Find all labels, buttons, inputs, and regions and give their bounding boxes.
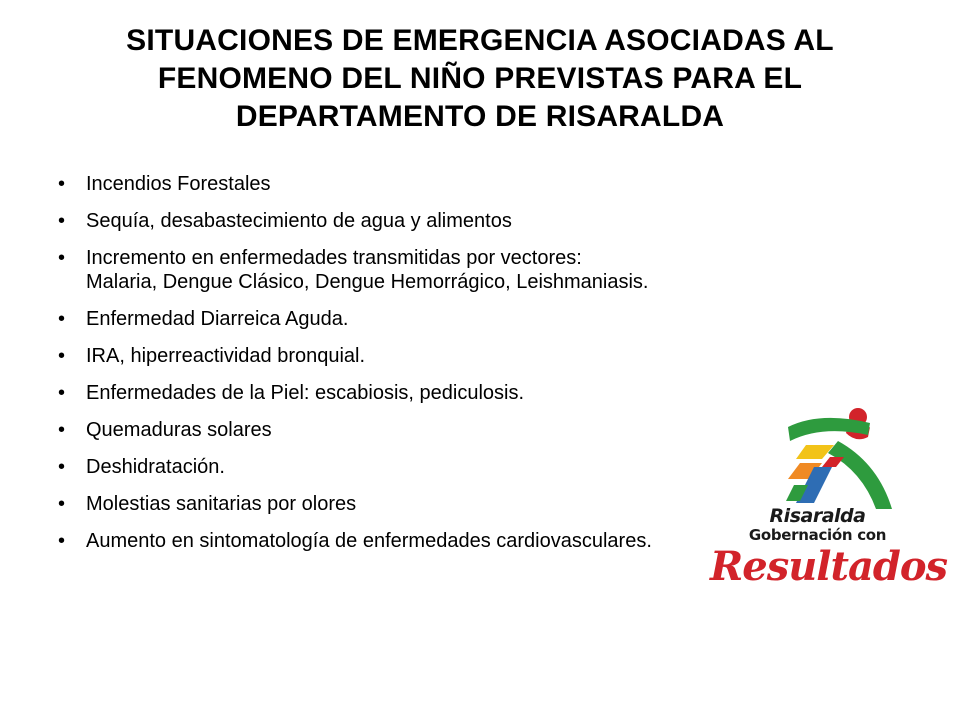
list-item-text: IRA, hiperreactividad bronquial. <box>86 345 366 367</box>
list-item-text: Quemaduras solares <box>86 419 272 441</box>
list-item <box>58 492 658 516</box>
page-title <box>60 22 900 136</box>
logo-line-2: Gobernación con <box>748 526 887 544</box>
list-item <box>58 209 658 233</box>
emergency-list <box>58 172 658 566</box>
bullet-icon: • <box>58 210 66 232</box>
logo-line-1: Risaralda <box>769 505 866 527</box>
running-figure-icon <box>710 405 925 510</box>
list-item <box>58 246 658 294</box>
logo-line-3: Resultados <box>710 543 948 590</box>
list-item <box>58 172 658 196</box>
list-item <box>58 307 658 331</box>
bullet-icon: • <box>58 173 66 195</box>
list-item-text: Molestias sanitarias por olores <box>86 493 357 515</box>
bullet-icon: • <box>58 382 66 404</box>
title-line-1: SITUACIONES DE EMERGENCIA ASOCIADAS AL <box>126 24 834 57</box>
list-item-text: Incremento en enfermedades transmitidas por vectores: Malaria, Dengue Clásico, Dengue Hemorrágico, Leishmaniasis. <box>86 247 649 293</box>
bullet-icon: • <box>58 308 66 330</box>
list-item-text: Enfermedad Diarreica Aguda. <box>86 308 349 330</box>
list-item-text: Deshidratación. <box>86 456 225 478</box>
bullet-icon: • <box>58 456 66 478</box>
list-item-text: Aumento en sintomatología de enfermedades cardiovasculares. <box>86 530 652 552</box>
list-item-text: Enfermedades de la Piel: escabiosis, pediculosis. <box>86 382 525 404</box>
bullet-icon: • <box>58 345 66 367</box>
list-item <box>58 344 658 368</box>
list-item <box>58 381 658 405</box>
risaralda-logo <box>710 405 948 605</box>
bullet-icon: • <box>58 247 66 269</box>
bullet-icon: • <box>58 530 66 552</box>
title-line-3: DEPARTAMENTO DE RISARALDA <box>235 100 725 133</box>
list-item <box>58 455 658 479</box>
list-item-text: Sequía, desabastecimiento de agua y alimentos <box>86 210 512 232</box>
list-item-text: Incendios Forestales <box>86 173 271 195</box>
title-line-2: FENOMENO DEL NIÑO PREVISTAS PARA EL <box>157 62 803 95</box>
bullet-icon: • <box>58 493 66 515</box>
list-item <box>58 529 658 553</box>
bullet-icon: • <box>58 419 66 441</box>
list-item <box>58 418 658 442</box>
